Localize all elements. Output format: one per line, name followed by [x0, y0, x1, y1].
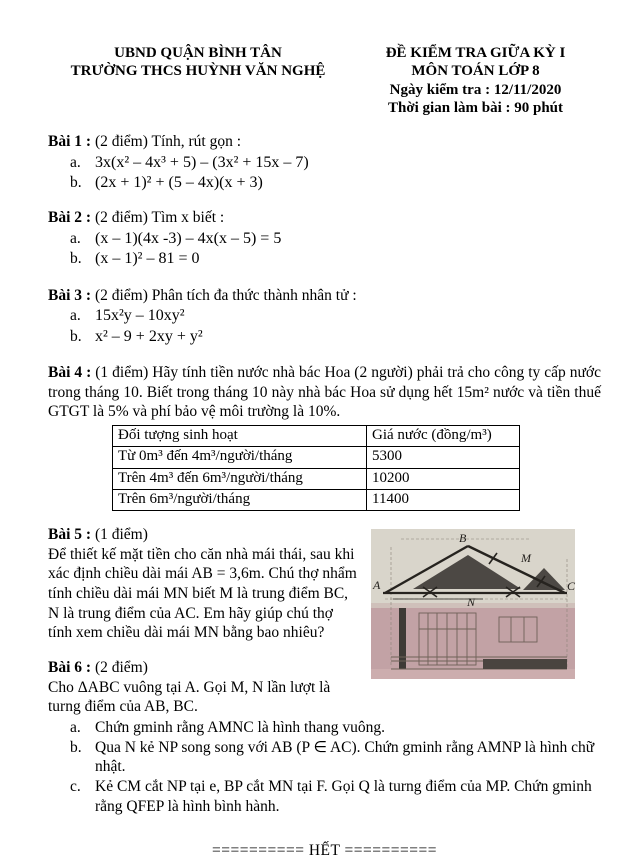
- item-letter: b.: [70, 249, 95, 269]
- item-letter: b.: [70, 173, 95, 193]
- list-item: [70, 153, 601, 173]
- statement: Chứn gminh rằng AMNC là hình thang vuông.: [95, 718, 601, 738]
- exercise-1-intro: (2 điểm) Tính, rút gọn :: [91, 133, 241, 150]
- exam-date: Ngày kiểm tra : 12/11/2020: [348, 81, 603, 99]
- table-row: [113, 447, 520, 468]
- exercise-1: [48, 132, 601, 193]
- water-price-table: [112, 425, 520, 511]
- statement: Kẻ CM cắt NP tại e, BP cắt MN tại F. Gọi Q là turng điểm của MP. Chứn gminh rằng QFEP là hình bình hành.: [95, 777, 601, 816]
- item-letter: b.: [70, 738, 95, 758]
- label-C: C: [567, 579, 576, 593]
- expression: (x – 1)(4x -3) – 4x(x – 5) = 5: [95, 229, 601, 249]
- tier-cell: Trên 4m³ đến 6m³/người/tháng: [113, 468, 367, 489]
- exercise-6-text: Cho ΔABC vuông tại A. Gọi M, N lần lượt là turng điểm của AB, BC.: [48, 678, 601, 717]
- list-item: [70, 718, 601, 738]
- expression: x² – 9 + 2xy + y²: [95, 327, 601, 347]
- exercise-5-label: Bài 5 :: [48, 526, 91, 543]
- label-A: A: [372, 578, 381, 592]
- label-M: M: [520, 551, 532, 565]
- col-header-subject: Đối tượng sinh hoạt: [113, 426, 367, 447]
- exercise-4-paragraph: [48, 363, 601, 422]
- list-item: [70, 173, 601, 193]
- price-cell: 10200: [367, 468, 520, 489]
- district-name: UBND QUẬN BÌNH TÂN: [48, 44, 348, 62]
- exam-duration: Thời gian làm bài : 90 phút: [348, 99, 603, 117]
- school-block: [48, 44, 348, 117]
- expression: 15x²y – 10xy²: [95, 306, 601, 326]
- house-roof-figure-image: [371, 529, 575, 679]
- label-B: B: [459, 531, 467, 545]
- list-item: [70, 306, 601, 326]
- expression: (2x + 1)² + (5 – 4x)(x + 3): [95, 173, 601, 193]
- statement: Qua N kẻ NP song song với AB (P ∈ AC). Chứn gminh rằng AMNP là hình chữ nhật.: [95, 738, 601, 777]
- item-letter: a.: [70, 153, 95, 173]
- exercise-5-text: Để thiết kế mặt tiền cho căn nhà mái thái, sau khi xác định chiều dài mái AB = 3,6m. Chú thợ nhẩm tính chiều dài mái MN biết M là trung điểm BC, N là trung điểm của AC. Em hãy giúp chú thợ tính xem chiều dài mái MN bằng bao nhiêu?: [48, 545, 601, 643]
- exam-header: [0, 0, 641, 117]
- tier-cell: Trên 6m³/người/tháng: [113, 489, 367, 510]
- exercise-5-points: (1 điểm): [91, 526, 148, 543]
- expression: (x – 1)² – 81 = 0: [95, 249, 601, 269]
- exam-subject: MÔN TOÁN LỚP 8: [348, 62, 603, 80]
- exercise-3-heading: [48, 286, 601, 306]
- table-row: [113, 468, 520, 489]
- item-letter: a.: [70, 718, 95, 738]
- exercise-3-label: Bài 3 :: [48, 287, 91, 304]
- exercise-6-label: Bài 6 :: [48, 659, 91, 676]
- list-item: [70, 249, 601, 269]
- school-name: TRƯỜNG THCS HUỲNH VĂN NGHỆ: [48, 62, 348, 80]
- exercise-3-intro: (2 điểm) Phân tích đa thức thành nhân tử :: [91, 287, 357, 304]
- label-N: N: [466, 595, 476, 609]
- exam-title: ĐỀ KIỂM TRA GIỮA KỲ I: [348, 44, 603, 62]
- item-letter: a.: [70, 306, 95, 326]
- exam-title-block: [348, 44, 603, 117]
- item-letter: a.: [70, 229, 95, 249]
- exercise-5: [48, 525, 601, 717]
- list-item: [70, 738, 601, 777]
- exercise-1-heading: [48, 132, 601, 152]
- exercise-6-points: (2 điểm): [91, 659, 148, 676]
- exercise-1-label: Bài 1 :: [48, 133, 91, 150]
- price-cell: 5300: [367, 447, 520, 468]
- table-header-row: [113, 426, 520, 447]
- exercise-2-label: Bài 2 :: [48, 209, 91, 226]
- list-item: [70, 229, 601, 249]
- exercise-3: [48, 286, 601, 347]
- col-header-price: Giá nước (đồng/m³): [367, 426, 520, 447]
- tier-cell: Từ 0m³ đến 4m³/người/tháng: [113, 447, 367, 468]
- exercise-2-heading: [48, 208, 601, 228]
- exercise-2: [48, 208, 601, 269]
- item-letter: b.: [70, 327, 95, 347]
- exercise-3-items: [70, 306, 601, 347]
- exercise-2-items: [70, 229, 601, 270]
- expression: 3x(x² – 4x³ + 5) – (3x² + 15x – 7): [95, 153, 601, 173]
- exercise-1-items: [70, 153, 601, 194]
- list-item: [70, 327, 601, 347]
- exercise-4: [48, 363, 601, 511]
- price-cell: 11400: [367, 489, 520, 510]
- list-item: [70, 777, 601, 816]
- exercise-4-label: Bài 4 :: [48, 364, 91, 381]
- exam-body: [0, 117, 641, 860]
- table-row: [113, 489, 520, 510]
- exercise-4-text: (1 điểm) Hãy tính tiền nước nhà bác Hoa (2 người) phải trả cho công ty cấp nước trong tháng 10. Biết trong tháng 10 này nhà bác Hoa sử dụng hết 15m² nước và tiền thuế GTGT là 5% và phí bảo vệ môi trường là 10%.: [48, 364, 601, 420]
- end-marker: ========== HẾT ==========: [48, 841, 601, 860]
- exercise-6-items: [70, 718, 601, 816]
- item-letter: c.: [70, 777, 95, 797]
- exercise-2-intro: (2 điểm) Tìm x biết :: [91, 209, 224, 226]
